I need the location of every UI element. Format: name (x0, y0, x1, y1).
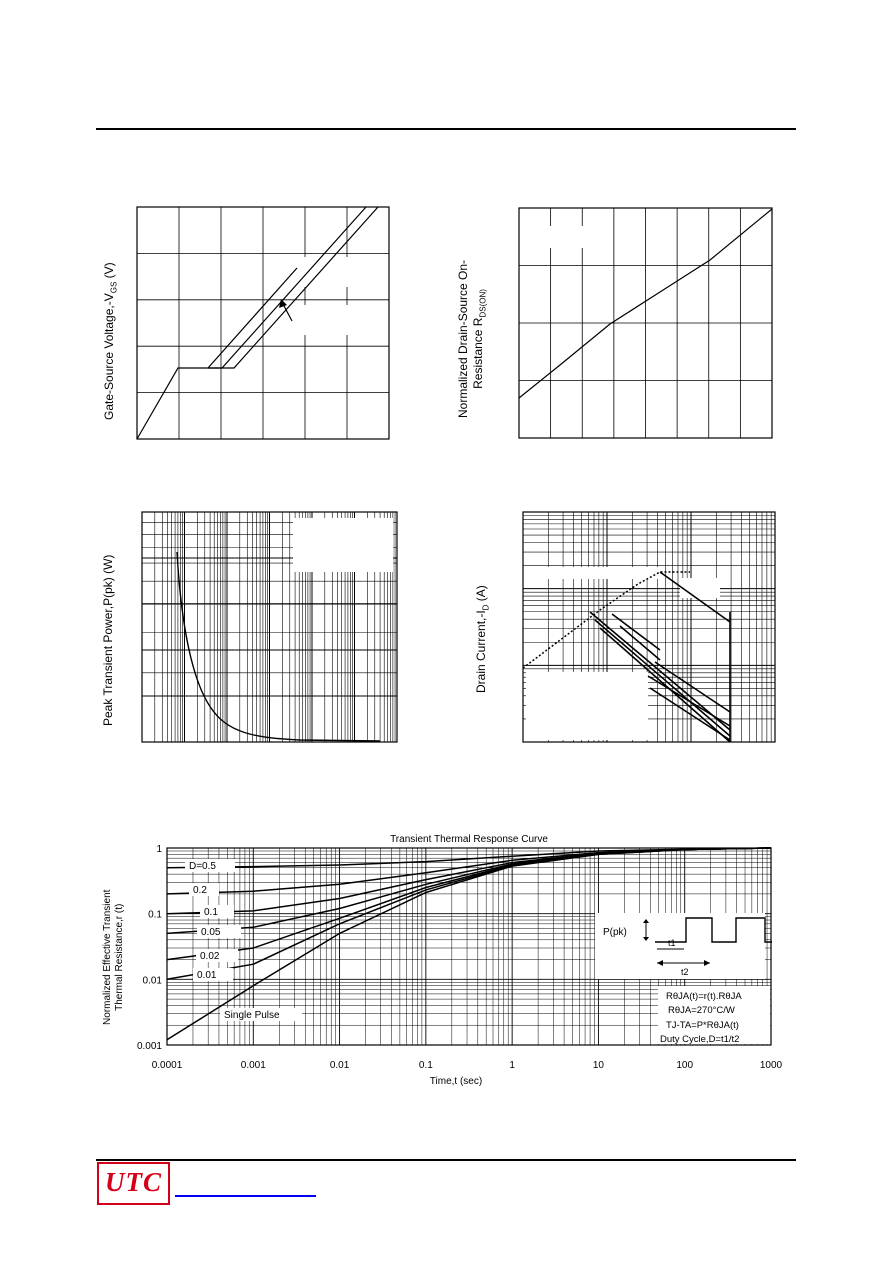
series-label: D=0.5 (189, 861, 216, 872)
on-resistance-y-label: Normalized Drain-Source On- Resistance $R_{DS(ON)}$ (456, 259, 488, 418)
x-tick-label: 10 (592, 1060, 604, 1071)
series-label: 0.2 (193, 885, 207, 896)
x-tick-label: 100 (676, 1060, 694, 1071)
series-label: 0.1 (204, 907, 218, 918)
gate-charge-y-label: Gate-Source $Voltage,-V_{GS}$ (V) (102, 262, 119, 420)
y-tick-label: 0.1 (148, 909, 162, 921)
note-line-4: Duty Cycle,D=t1/t2 (660, 1034, 740, 1045)
peak-power-chart (142, 512, 397, 742)
series-label: Single Pulse (224, 1010, 280, 1021)
note-line-2: RθJA=270°C/W (668, 1005, 735, 1016)
website-link-underline[interactable] (175, 1195, 316, 1197)
pk-blank (293, 518, 393, 572)
gate-blank (268, 257, 350, 287)
x-tick-label: 1 (509, 1060, 515, 1071)
y-tick-label: 0.01 (142, 975, 162, 987)
y-tick-label: 1 (156, 844, 162, 855)
transient-thermal-chart (137, 834, 783, 1087)
soa-blank (526, 672, 648, 740)
series-label: 0.02 (200, 951, 220, 962)
x-tick-label: 0.0001 (151, 1060, 183, 1071)
inset-t1-label: t1 (668, 938, 676, 948)
soa-blank (530, 567, 658, 579)
gate-blank (140, 216, 178, 236)
gate-charge-chart (137, 207, 389, 439)
rds-blank (549, 226, 597, 248)
transient-y-label: Normalized Effective Transient Thermal Resistance,r (t) (102, 889, 125, 1025)
y-tick-label: 0.001 (136, 1041, 162, 1052)
transient-series-line (167, 848, 771, 914)
note-line-3: TJ-TA=P*RθJA(t) (666, 1020, 739, 1031)
note-line-1: RθJA(t)=r(t).RθJA (666, 991, 742, 1002)
transient-x-axis-label: Time,t (sec) (429, 1076, 483, 1087)
soa-blank (680, 578, 720, 598)
peak-power-y-label: Peak Transient Power,P(pk) (W) (101, 554, 115, 726)
inset-t2-label: t2 (681, 967, 689, 977)
bottom-rule (96, 1159, 796, 1161)
x-tick-label: 0.1 (418, 1060, 433, 1071)
x-tick-label: 0.001 (240, 1060, 266, 1071)
inset-ppk-label: P(pk) (603, 927, 627, 938)
thermal-notes (658, 986, 770, 1045)
x-tick-label: 0.01 (329, 1060, 350, 1071)
on-resistance-chart (519, 208, 772, 438)
transient-chart-title: Transient Thermal Response Curve (390, 834, 548, 845)
x-tick-label: 1000 (759, 1060, 783, 1071)
safe-operating-area-chart (523, 512, 775, 742)
soa-y-label: Drain $Current,-I_D$ (A) (474, 585, 491, 693)
duty-cycle-inset (595, 913, 772, 979)
series-label: 0.01 (197, 970, 217, 981)
utc-logo (97, 1162, 170, 1205)
series-label: 0.05 (201, 927, 221, 938)
gate-blank (290, 305, 350, 335)
logo-text: UTC (105, 1167, 162, 1197)
